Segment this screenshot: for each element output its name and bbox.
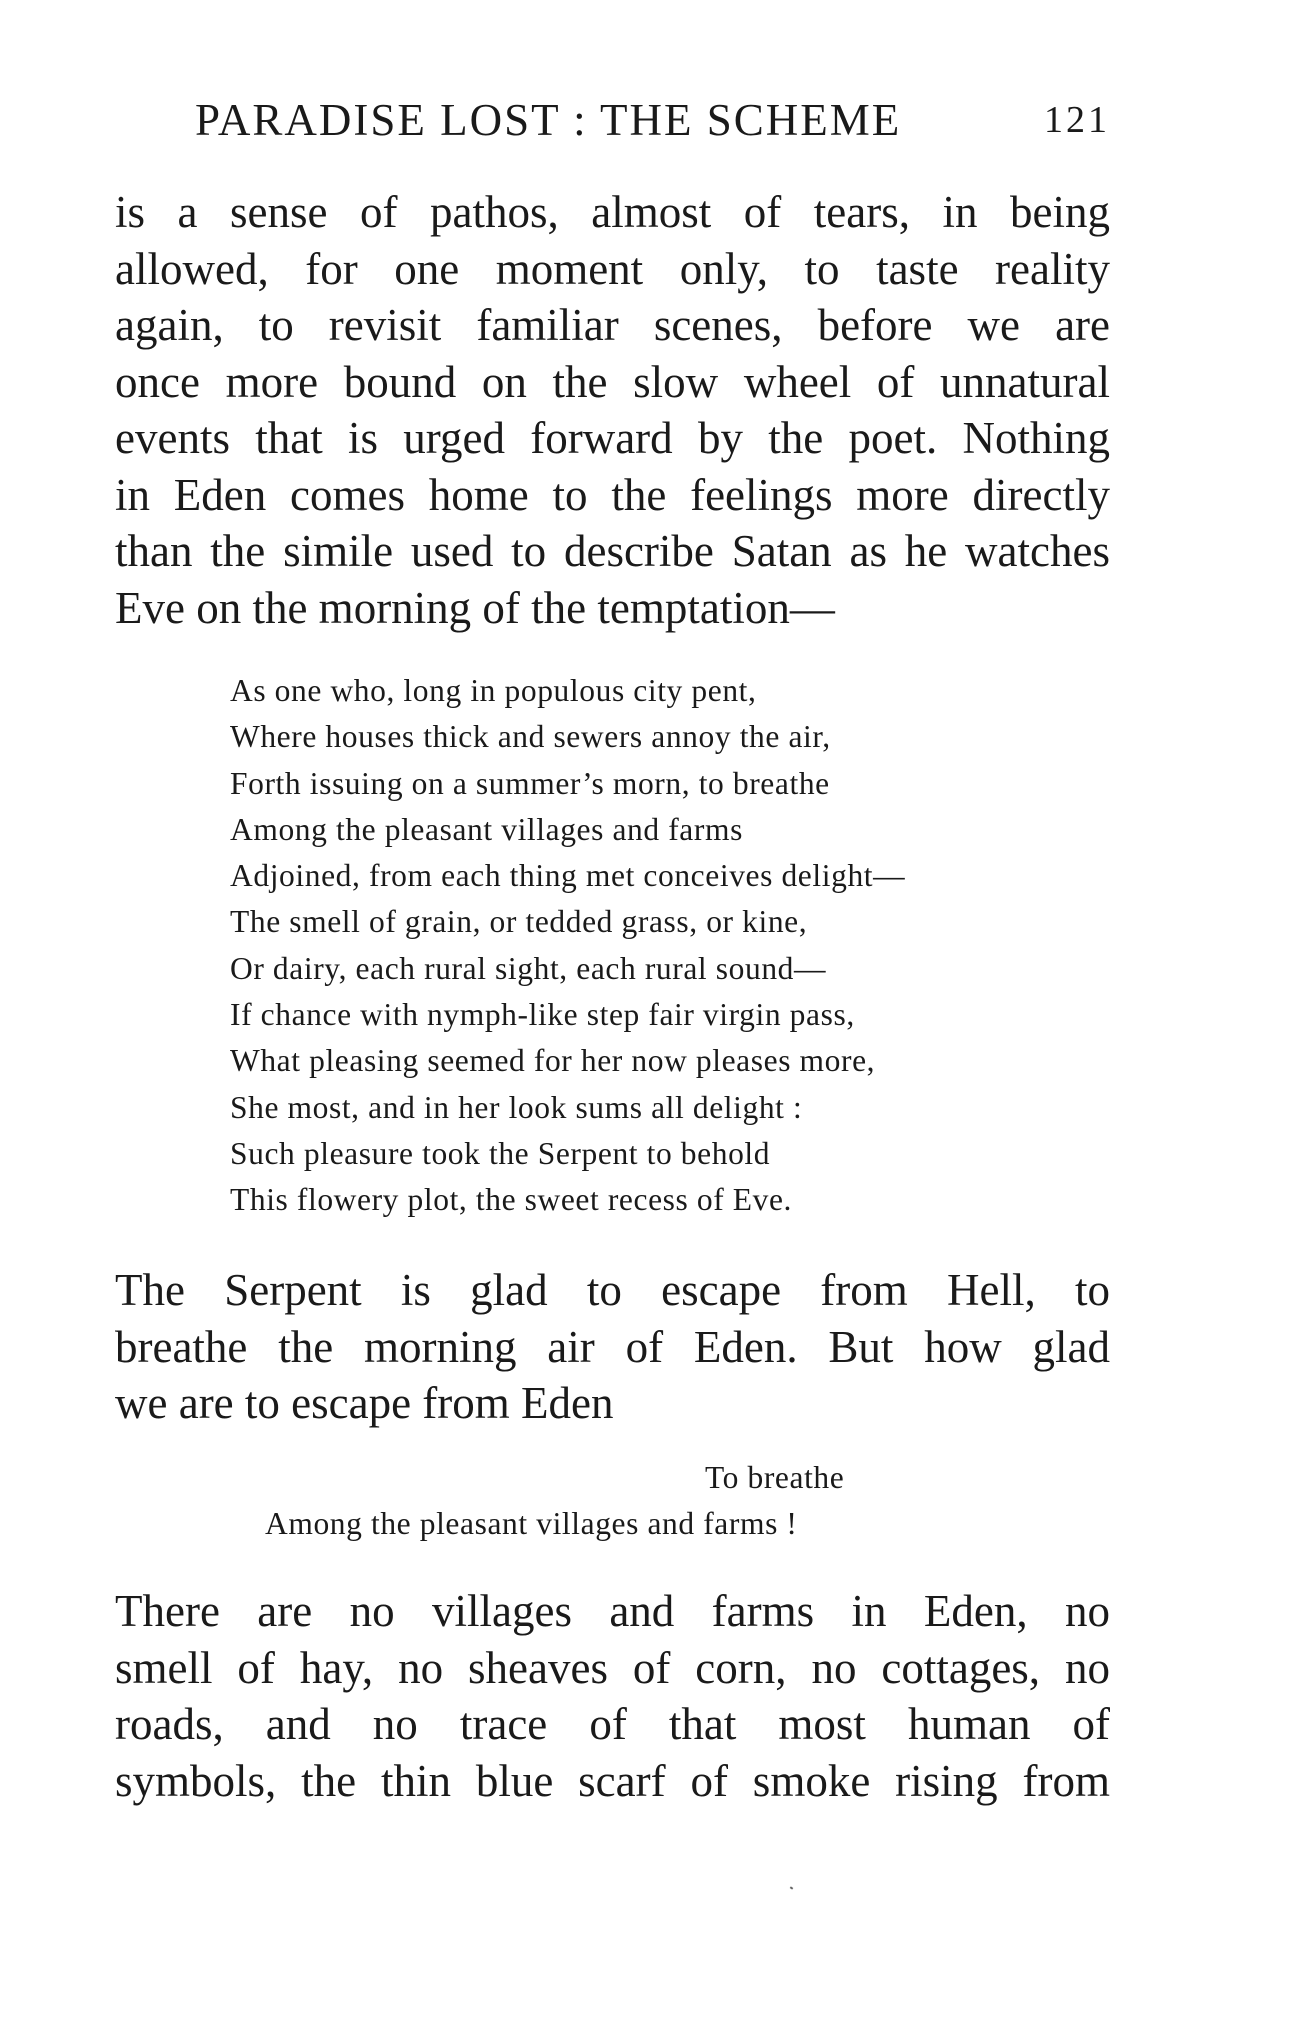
verse-line: Such pleasure took the Serpent to behold xyxy=(230,1135,771,1171)
paragraph-1-line: once more bound on the slow wheel of unnatural xyxy=(115,356,1110,407)
paragraph-3 xyxy=(115,1583,1110,1809)
verse-line: Forth issuing on a summer’s morn, to breathe xyxy=(230,765,830,801)
paragraph-3-line: There are no villages and farms in Eden, no xyxy=(115,1586,1110,1636)
verse-line: Among the pleasant villages and farms ! xyxy=(265,1506,798,1541)
paragraph-2-line: The Serpent is glad to escape from Hell, to xyxy=(115,1265,1110,1315)
paragraph-1-line: in Eden comes home to the feelings more directly xyxy=(115,469,1110,520)
verse-line: What pleasing seemed for her now pleases more, xyxy=(230,1043,876,1079)
print-speck xyxy=(790,1886,794,1889)
paragraph-2 xyxy=(115,1262,1110,1432)
paragraph-2-line: we are to escape from Eden xyxy=(115,1378,614,1428)
paragraph-1-line: again, to revisit familiar scenes, before we are xyxy=(115,300,1110,350)
verse-line: This flowery plot, the sweet recess of Eve. xyxy=(230,1182,793,1218)
paragraph-1 xyxy=(115,184,1110,636)
verse-line: The smell of grain, or tedded grass, or kine, xyxy=(230,904,808,940)
paragraph-2-line: breathe the morning air of Eden. But how glad xyxy=(115,1321,1110,1372)
paragraph-1-line: than the simile used to describe Satan as he watches xyxy=(115,526,1110,576)
paragraph-3-line: symbols, the thin blue scarf of smoke rising from xyxy=(115,1755,1110,1806)
running-head xyxy=(195,90,1110,150)
verse-line: If chance with nymph-like step fair virgin pass, xyxy=(230,997,855,1033)
verse-line: Among the pleasant villages and farms xyxy=(230,811,743,847)
verse-line: To breathe xyxy=(705,1460,845,1495)
verse-line: Or dairy, each rural sight, each rural sound— xyxy=(230,950,827,986)
running-head-title: PARADISE LOST : THE SCHEME xyxy=(195,95,902,145)
paragraph-3-line: roads, and no trace of that most human of xyxy=(115,1699,1110,1749)
verse-quotation-1 xyxy=(230,668,905,1224)
page-number: 121 xyxy=(1044,99,1110,141)
paragraph-1-line: is a sense of pathos, almost of tears, in being xyxy=(115,187,1110,237)
verse-line: Where houses thick and sewers annoy the air, xyxy=(230,719,831,755)
paragraph-1-line: events that is urged forward by the poet. Nothing xyxy=(115,413,1110,463)
paragraph-3-line: smell of hay, no sheaves of corn, no cottages, no xyxy=(115,1642,1110,1693)
verse-line: Adjoined, from each thing met conceives delight— xyxy=(230,858,906,894)
paragraph-1-line: allowed, for one moment only, to taste reality xyxy=(115,243,1110,294)
paragraph-1-line: Eve on the morning of the temptation— xyxy=(115,582,835,633)
verse-line: She most, and in her look sums all delight : xyxy=(230,1089,803,1125)
verse-line: As one who, long in populous city pent, xyxy=(230,673,757,708)
